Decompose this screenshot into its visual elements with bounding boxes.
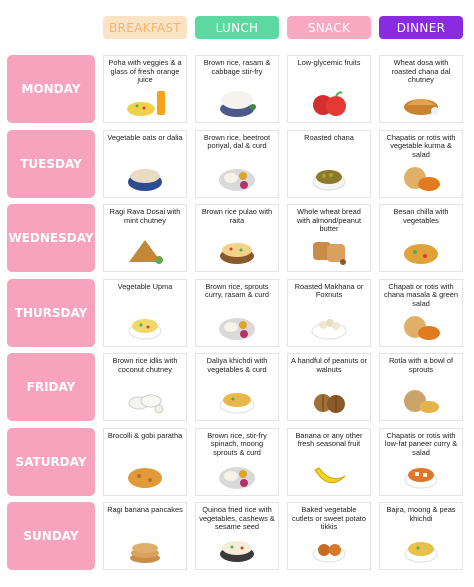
meal-text: Brown rice, rasam & cabbage stir-fry (203, 58, 271, 76)
meal-cell (103, 353, 187, 421)
meal-text: Bajra, moong & peas khichdi (386, 505, 456, 523)
meal-cell (103, 204, 187, 272)
thali-icon (217, 309, 257, 343)
day-label: THURSDAY (7, 279, 95, 347)
meal-text: Brown rice, stir-fry spinach, moong sprouts & curd (207, 430, 267, 457)
meal-cell (103, 428, 187, 496)
meal-text: Quinoa fried rice with vegetables, cashews & sesame seed (199, 505, 275, 531)
meal-cell (287, 279, 371, 347)
day-label: SUNDAY (7, 502, 95, 570)
meal-cell (195, 353, 279, 421)
quinoa-bowl-icon (217, 532, 257, 566)
meal-text: Low-glycemic fruits (297, 58, 361, 67)
meal-cell (103, 502, 187, 570)
meal-text: Roasted Makhana or Foxnuts (294, 281, 364, 299)
meal-text: Brown rice pulao with raita (201, 207, 273, 225)
meal-text: Brown rice idlis with coconut chutney (112, 356, 178, 374)
bajra-khichdi-icon (401, 532, 441, 566)
meal-cell (195, 428, 279, 496)
meal-cell (103, 279, 187, 347)
header-label: BREAKFAST (109, 20, 181, 35)
idli-icon (125, 383, 165, 417)
meal-text: Baked vegetable cutlets or sweet potato tikkis (292, 505, 366, 531)
day-label: MONDAY (7, 55, 95, 123)
upma-icon (125, 309, 165, 343)
meal-cell (379, 279, 463, 347)
header-lunch (195, 16, 279, 39)
thali-icon (217, 160, 257, 194)
meal-text: Whole wheat bread with almond/peanut butter (296, 207, 362, 233)
meal-cell (195, 55, 279, 123)
meal-text: Chapatis or rotis with vegetable kurma & salad (386, 132, 456, 159)
meal-cell (103, 130, 187, 198)
makhana-icon (309, 309, 349, 343)
meal-cell (379, 428, 463, 496)
meal-cell (379, 130, 463, 198)
meal-text: Brown rice, beetroot poriyal, dal & curd (203, 132, 271, 150)
meal-text: A handful of peanuts or walnuts (290, 356, 368, 374)
meal-cell (287, 428, 371, 496)
meal-cell (287, 502, 371, 570)
meal-text: Chapatis or rotis with low-fat paneer curry & salad (384, 430, 458, 457)
day-label: TUESDAY (7, 130, 95, 198)
header-dinner (379, 16, 463, 39)
bread-butter-icon (309, 234, 349, 268)
meal-cell (379, 204, 463, 272)
meal-cell (287, 353, 371, 421)
day-label: WEDNESDAY (7, 204, 95, 272)
meal-cell (287, 130, 371, 198)
meal-text: Besan chilla with vegetables (393, 207, 449, 225)
header-snack (287, 16, 371, 39)
chapati-curry-icon (401, 309, 441, 343)
pancakes-icon (125, 532, 165, 566)
pulao-icon (217, 234, 257, 268)
meal-text: Chapati or rotis with chana masala & green salad (384, 281, 458, 308)
meal-cell (287, 55, 371, 123)
meal-cell (195, 279, 279, 347)
day-label: SATURDAY (7, 428, 95, 496)
apples-icon (309, 85, 349, 119)
rotla-sprouts-icon (401, 383, 441, 417)
banana-icon (309, 458, 349, 492)
header-breakfast (103, 16, 187, 39)
meal-cell (195, 502, 279, 570)
meal-text: Ragi Rava Dosai with mint chutney (109, 207, 181, 225)
meal-cell (103, 55, 187, 123)
khichdi-icon (217, 383, 257, 417)
walnuts-icon (309, 383, 349, 417)
rice-bowl-icon (217, 85, 257, 119)
meal-text: Daliya khichdi with vegetables & curd (206, 356, 268, 374)
oats-bowl-icon (125, 160, 165, 194)
meal-cell (195, 130, 279, 198)
meal-text: Rotla with a bowl of sprouts (388, 356, 454, 374)
meal-text: Poha with veggies & a glass of fresh orange juice (108, 58, 182, 84)
chana-bowl-icon (309, 160, 349, 194)
meal-text: Brown rice, sprouts curry, rasam & curd (205, 281, 269, 299)
meal-cell (379, 502, 463, 570)
paratha-icon (125, 458, 165, 492)
meal-text: Vegetable oats or dalia (107, 132, 183, 142)
cutlets-icon (309, 532, 349, 566)
thali-icon (217, 458, 257, 492)
meal-text: Ragi banana pancakes (107, 505, 183, 514)
meal-text: Roasted chana (304, 132, 354, 142)
meal-cell (287, 204, 371, 272)
chapati-curry-icon (401, 160, 441, 194)
dosa-icon (401, 85, 441, 119)
chilla-icon (401, 234, 441, 268)
meal-text: Wheat dosa with roasted chana dal chutney (391, 58, 451, 84)
meal-cell (195, 204, 279, 272)
header-label: LUNCH (215, 20, 259, 35)
dosai-chutney-icon (125, 234, 165, 268)
meal-cell (379, 353, 463, 421)
meal-text: Brocolli & gobi paratha (107, 430, 183, 440)
meal-text: Vegetable Upma (117, 281, 173, 291)
header-label: DINNER (396, 20, 446, 35)
paneer-curry-icon (401, 458, 441, 492)
poha-juice-icon (125, 85, 165, 119)
meal-cell (379, 55, 463, 123)
header-label: SNACK (307, 20, 351, 35)
meal-text: Banana or any other fresh seasonal fruit (295, 430, 363, 448)
day-label: FRIDAY (7, 353, 95, 421)
